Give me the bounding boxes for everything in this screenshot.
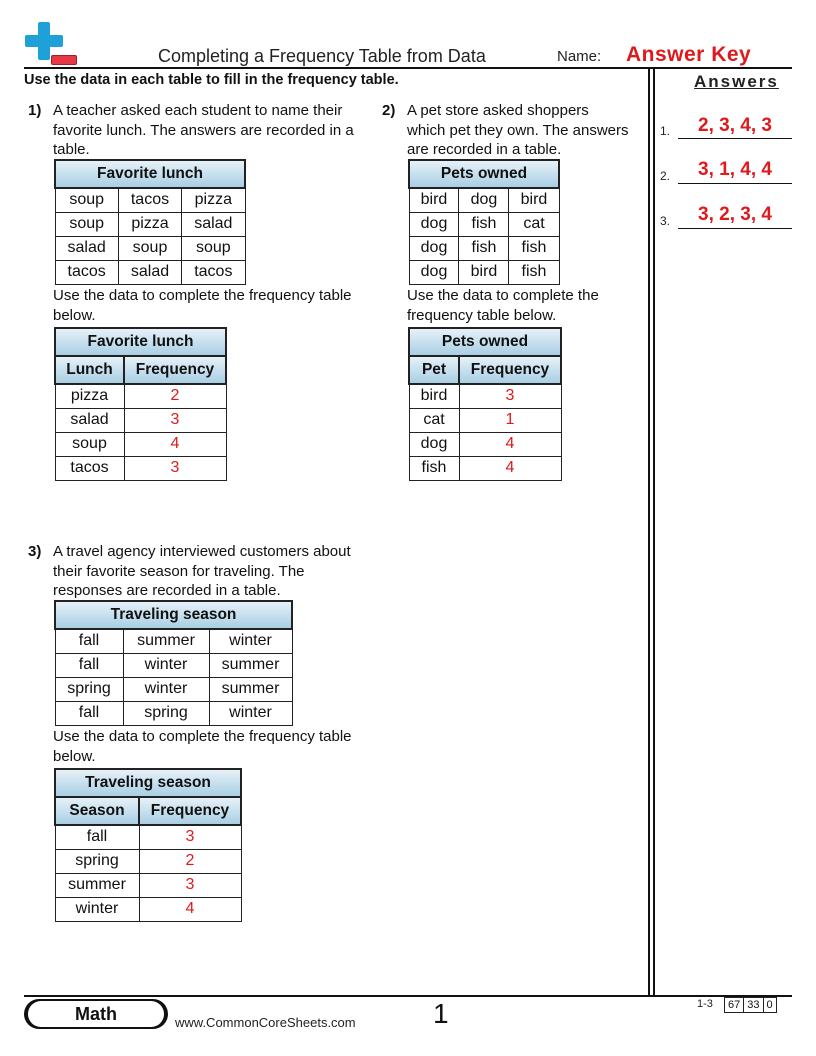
table-cell: 3 <box>124 456 226 480</box>
table-cell: fish <box>409 456 459 480</box>
frequency-table-title: Traveling season <box>55 769 241 797</box>
text-line: responses are recorded in a table. <box>53 582 281 599</box>
table-instruction <box>53 727 352 766</box>
text-line: A teacher asked each student to name their <box>53 102 343 119</box>
table-cell: tacos <box>55 456 124 480</box>
text-line: Use the data to complete the <box>407 287 599 304</box>
table-row <box>55 456 226 480</box>
table-row <box>409 384 561 408</box>
data-table-title: Pets owned <box>409 160 559 188</box>
question-text <box>53 542 351 601</box>
table-row <box>409 408 561 432</box>
table-cell: summer <box>55 873 139 897</box>
answer-key-label: Answer Key <box>626 43 752 66</box>
table-cell: pizza <box>118 212 181 236</box>
question-number: 3) <box>28 543 42 560</box>
answer-column-divider-inner <box>653 67 655 996</box>
text-line: below. <box>53 306 96 324</box>
table-cell: 3 <box>459 384 561 408</box>
column-header: Frequency <box>124 356 226 384</box>
frequency-table <box>408 327 562 481</box>
data-table <box>408 159 560 285</box>
table-cell: 4 <box>139 897 241 921</box>
answer-number: 3. <box>660 214 671 228</box>
table-cell: soup <box>182 236 245 260</box>
text-line: A pet store asked shoppers <box>407 102 589 119</box>
table-instruction <box>53 286 352 325</box>
answer-value: 2, 3, 4, 3 <box>698 115 772 136</box>
table-cell: 3 <box>139 825 241 849</box>
question-text <box>407 101 629 160</box>
table-cell: winter <box>209 629 292 653</box>
footer-divider <box>24 995 792 997</box>
table-cell: fish <box>509 260 559 284</box>
answer-number: 1. <box>660 124 671 138</box>
table-cell: 2 <box>124 384 226 408</box>
table-cell: soup <box>55 212 118 236</box>
text-line: favorite lunch. The answers are recorded in a <box>53 121 354 139</box>
table-cell: 1 <box>459 408 561 432</box>
table-cell: salad <box>118 260 181 284</box>
text-line: Use the data to complete the frequency table <box>53 287 352 304</box>
table-cell: summer <box>123 629 209 653</box>
table-row <box>55 849 241 873</box>
column-header: Frequency <box>459 356 561 384</box>
table-row <box>409 236 559 260</box>
answer-value: 3, 1, 4, 4 <box>698 159 772 180</box>
table-cell: winter <box>123 653 209 677</box>
table-cell: fish <box>459 212 509 236</box>
table-row <box>55 629 292 653</box>
text-line: are recorded in a table. <box>407 141 562 158</box>
data-table <box>54 159 246 285</box>
table-cell: 3 <box>124 408 226 432</box>
table-cell: 3 <box>139 873 241 897</box>
table-row <box>55 236 245 260</box>
text-line: Use the data to complete the frequency table <box>53 728 352 745</box>
instructions: Use the data in each table to fill in the frequency table. <box>24 72 399 88</box>
text-line: A travel agency interviewed customers about <box>53 543 351 560</box>
table-cell: tacos <box>182 260 245 284</box>
question-text <box>53 101 354 160</box>
table-cell: summer <box>209 677 292 701</box>
table-cell: summer <box>209 653 292 677</box>
table-cell: salad <box>182 212 245 236</box>
problem-range: 1-3 <box>697 998 713 1010</box>
table-row <box>409 188 559 212</box>
table-cell: tacos <box>118 188 181 212</box>
table-row <box>55 432 226 456</box>
text-line: their favorite season for traveling. The <box>53 562 305 580</box>
table-row <box>55 825 241 849</box>
table-cell: fall <box>55 701 123 725</box>
text-line: below. <box>53 747 96 765</box>
table-cell: spring <box>123 701 209 725</box>
table-cell: 67 <box>725 998 744 1013</box>
table-cell: bird <box>509 188 559 212</box>
text-line: table. <box>53 141 90 158</box>
table-cell: dog <box>409 236 459 260</box>
table-cell: fall <box>55 629 123 653</box>
table-cell: cat <box>509 212 559 236</box>
header-divider <box>24 67 792 69</box>
table-cell: salad <box>55 408 124 432</box>
table-cell: 2 <box>139 849 241 873</box>
column-header: Frequency <box>139 797 241 825</box>
table-cell: spring <box>55 849 139 873</box>
score-stats <box>724 997 777 1013</box>
table-cell: soup <box>55 188 118 212</box>
table-cell: dog <box>409 432 459 456</box>
table-row <box>55 212 245 236</box>
table-cell: winter <box>209 701 292 725</box>
table-row <box>409 212 559 236</box>
answer-value: 3, 2, 3, 4 <box>698 204 772 225</box>
table-cell: winter <box>123 677 209 701</box>
frequency-table-title: Favorite lunch <box>55 328 226 356</box>
table-row <box>55 260 245 284</box>
table-row <box>55 384 226 408</box>
frequency-table <box>54 768 242 922</box>
page-number: 1 <box>433 998 449 1029</box>
site-url: www.CommonCoreSheets.com <box>175 1015 356 1030</box>
text-line: frequency table below. <box>407 306 557 324</box>
data-table-title: Traveling season <box>55 601 292 629</box>
column-header: Season <box>55 797 139 825</box>
table-row <box>55 408 226 432</box>
answers-heading: Answers <box>694 72 779 91</box>
data-table-title: Favorite lunch <box>55 160 245 188</box>
table-cell: dog <box>459 188 509 212</box>
data-table <box>54 600 293 726</box>
table-cell: pizza <box>182 188 245 212</box>
table-cell: salad <box>55 236 118 260</box>
table-row <box>409 432 561 456</box>
worksheet-title: Completing a Frequency Table from Data <box>158 46 486 66</box>
table-cell: winter <box>55 897 139 921</box>
answer-line <box>678 183 792 184</box>
subject-label: Math <box>28 1001 164 1027</box>
question-number: 2) <box>382 102 396 119</box>
text-line: which pet they own. The answers <box>407 121 629 139</box>
table-cell: 4 <box>459 432 561 456</box>
name-label: Name: <box>557 48 602 65</box>
answer-number: 2. <box>660 169 671 183</box>
table-cell: 33 <box>744 998 763 1013</box>
table-row <box>55 188 245 212</box>
table-cell: 4 <box>459 456 561 480</box>
table-row <box>55 897 241 921</box>
table-row <box>409 456 561 480</box>
table-cell: pizza <box>55 384 124 408</box>
table-cell: 0 <box>763 998 776 1013</box>
table-instruction <box>407 286 599 325</box>
subject-badge <box>24 999 168 1029</box>
table-row <box>55 873 241 897</box>
table-cell: soup <box>118 236 181 260</box>
table-cell: fall <box>55 653 123 677</box>
table-row <box>55 653 292 677</box>
table-cell: bird <box>409 384 459 408</box>
table-row <box>409 260 559 284</box>
table-cell: 4 <box>124 432 226 456</box>
table-cell: spring <box>55 677 123 701</box>
column-header: Lunch <box>55 356 124 384</box>
table-cell: bird <box>409 188 459 212</box>
table-row <box>55 701 292 725</box>
table-cell: cat <box>409 408 459 432</box>
answer-column-divider <box>648 67 650 996</box>
frequency-table-title: Pets owned <box>409 328 561 356</box>
table-cell: tacos <box>55 260 118 284</box>
answer-line <box>678 138 792 139</box>
table-cell: fall <box>55 825 139 849</box>
table-cell: dog <box>409 260 459 284</box>
frequency-table <box>54 327 227 481</box>
table-cell: soup <box>55 432 124 456</box>
column-header: Pet <box>409 356 459 384</box>
answer-line <box>678 228 792 229</box>
table-cell: fish <box>509 236 559 260</box>
table-cell: bird <box>459 260 509 284</box>
table-cell: dog <box>409 212 459 236</box>
table-cell: fish <box>459 236 509 260</box>
question-number: 1) <box>28 102 42 119</box>
table-row <box>55 677 292 701</box>
